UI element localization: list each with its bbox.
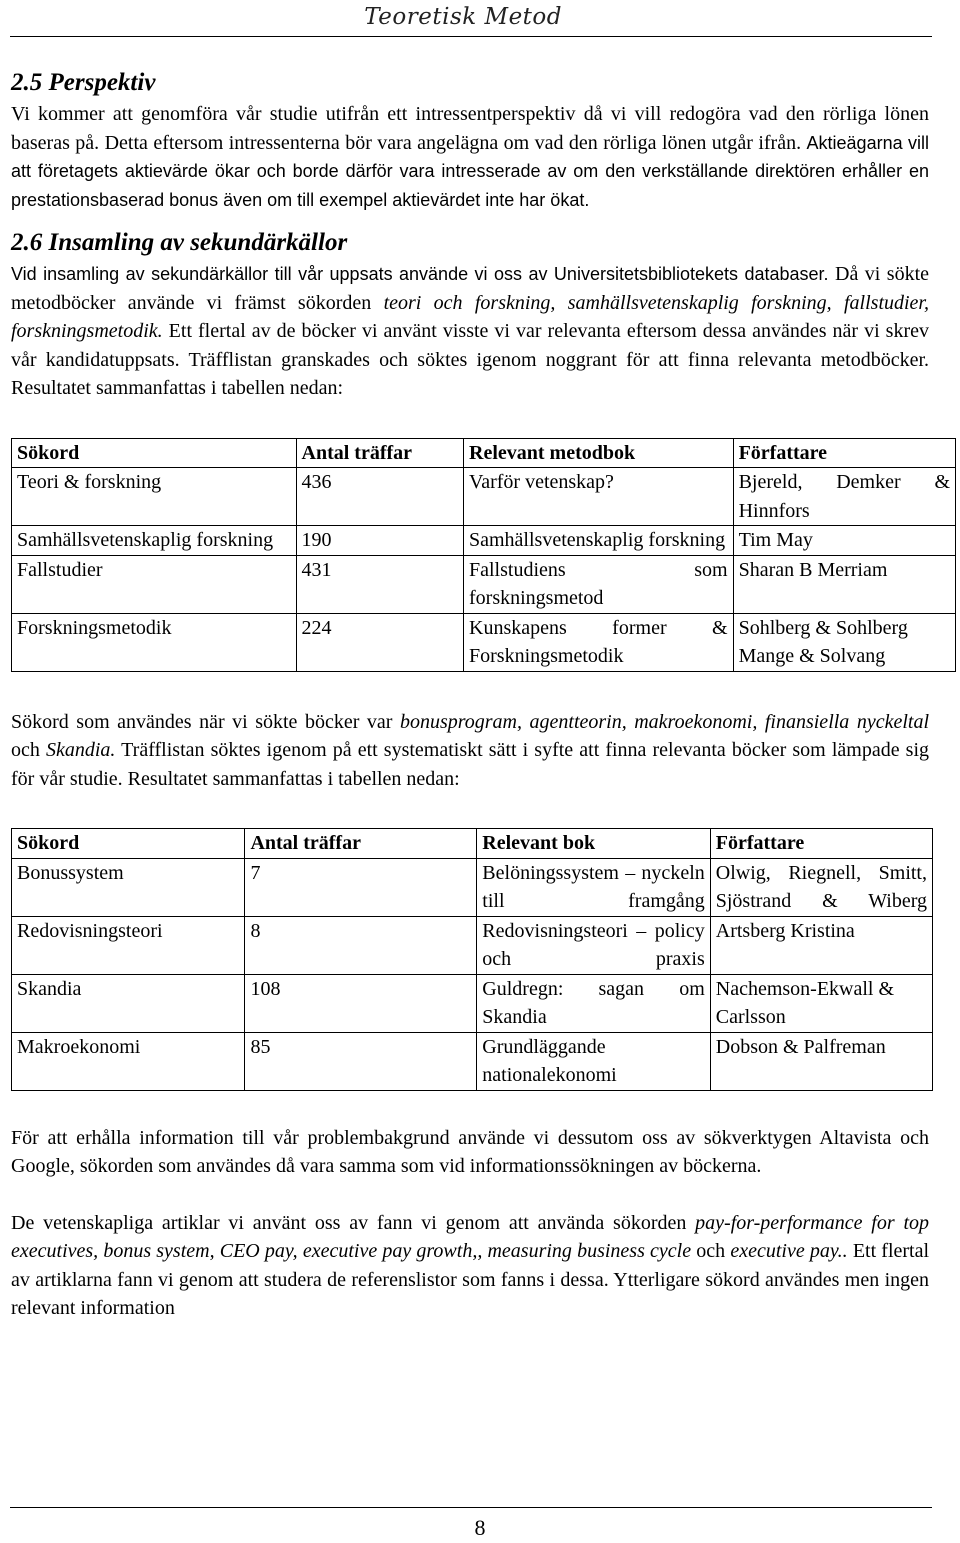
table-cell: Bjereld, Demker & Hinnfors — [733, 468, 955, 526]
articles-text-b: och — [696, 1240, 726, 1262]
insamling-text-sans: Vid insamling av sekundärkällor till vår uppsats använde vi oss av Universitetsbibliotekets databaser. — [11, 264, 829, 284]
header-rule — [10, 36, 932, 37]
table-cell: Varför vetenskap? — [464, 468, 734, 526]
table-header-row — [12, 438, 956, 468]
page-number: 8 — [474, 1515, 486, 1540]
insamling-paragraph — [11, 260, 929, 403]
running-header: Teoretisk Metod — [364, 4, 562, 30]
search-terms-italic-1: bonusprogram, agentteorin, makroekonomi, finansiella nyckeltal — [399, 710, 929, 733]
table-cell: 224 — [296, 613, 464, 671]
table-cell: Samhällsvetenskaplig forskning — [12, 526, 297, 556]
page-content — [11, 58, 950, 1323]
table-cell: 436 — [296, 468, 464, 526]
table-cell: Forskningsmetodik — [12, 613, 297, 671]
table-cell: Samhällsvetenskaplig forskning — [464, 526, 734, 556]
table-row — [12, 916, 933, 974]
table-header-cell: Författare — [710, 829, 932, 859]
footer-rule — [10, 1507, 932, 1508]
table-cell: Skandia — [12, 974, 245, 1032]
table-header-cell: Antal träffar — [296, 438, 464, 468]
table-cell: Nachemson-Ekwall & Carlsson — [710, 974, 932, 1032]
search-tools-paragraph: För att erhålla information till vår problembakgrund använde vi dessutom oss av sökverktygen Altavista och Google, sökorden som användes då vara samma som vid informationssökningen av böckerna. — [11, 1126, 929, 1177]
table-cell: Kunskapens former & Forskningsmetodik — [464, 613, 734, 671]
perspektiv-text: Vi kommer att genomföra vår studie utifrån ett intressentperspektiv då vi vill redogöra vad den rörliga lönen baseras på. Detta eftersom intressenterna bör vara angelägna om vad den rörliga lönen utgår ifrån. — [11, 103, 929, 154]
table-row — [12, 1032, 933, 1090]
table-cell: Fallstudiens som forskningsmetod — [464, 555, 734, 613]
perspektiv-text-sans: Aktieägarna vill att företagets aktievärde ökar och borde därför vara intresserade av om den verkställande direktören erhåller en prestationsbaserad bonus även om till exempel aktievärdet inte har ökat. — [11, 132, 930, 210]
table-cell: Redovisningsteori — [12, 916, 245, 974]
table-row — [12, 974, 933, 1032]
table-cell: Artsberg Kristina — [710, 916, 932, 974]
articles-paragraph — [11, 1209, 929, 1323]
table-cell: 85 — [245, 1032, 477, 1090]
table-header-cell: Antal träffar — [245, 829, 477, 859]
table-cell: Grundläggande nationalekonomi — [477, 1032, 710, 1090]
table-cell: Sohlberg & Sohlberg Mange & Solvang — [733, 613, 955, 671]
table-cell: Olwig, Riegnell, Smitt, Sjöstrand & Wiberg — [710, 858, 932, 916]
table-header-cell: Relevant bok — [477, 829, 710, 859]
table-row — [12, 613, 956, 671]
table-cell: 431 — [296, 555, 464, 613]
table-row — [12, 526, 956, 556]
table-cell: Fallstudier — [12, 555, 297, 613]
search-terms-paragraph — [11, 708, 929, 794]
section-heading-insamling: 2.6 Insamling av sekundärkällor — [11, 229, 348, 256]
table-header-row — [12, 829, 933, 859]
search-terms-italic-2: Skandia. — [45, 739, 116, 761]
table-cell: Makroekonomi — [12, 1032, 245, 1090]
books-table — [11, 828, 933, 1091]
insamling-text-a: Då vi sökte metodböcker använde vi främst sökorden — [11, 263, 930, 314]
table-cell: 8 — [245, 916, 477, 974]
articles-text-a: De vetenskapliga artiklar vi använt oss av fann vi genom att använda sökorden — [11, 1211, 687, 1234]
table-cell: Sharan B Merriam — [733, 555, 955, 613]
table-header-cell: Relevant metodbok — [464, 438, 734, 468]
table-row — [12, 468, 956, 526]
search-terms-text-c: Träfflistan söktes igenom på ett systematiskt sätt i syfte att finna relevanta böcker som lämpade sig för vår studie. Resultatet sammanfattas i tabellen nedan: — [11, 739, 930, 790]
section-heading-perspektiv: 2.5 Perspektiv — [11, 69, 156, 96]
table-cell: Teori & forskning — [12, 468, 297, 526]
table-cell: 7 — [245, 858, 477, 916]
articles-italic-2: executive pay.. — [730, 1240, 848, 1262]
table-cell: 108 — [245, 974, 477, 1032]
table-cell: Dobson & Palfreman — [710, 1032, 932, 1090]
table-header-cell: Författare — [733, 438, 955, 468]
table-cell: Guldregn: sagan om Skandia — [477, 974, 710, 1032]
method-books-table — [11, 438, 956, 672]
table-row — [12, 858, 933, 916]
table-row — [12, 555, 956, 613]
articles-text-c: Ett flertal av artiklarna fann vi genom att studera de referenslistor som fanns i dessa. Ytterligare sökord användes men ingen relevant information — [11, 1240, 930, 1319]
table-cell: Tim May — [733, 526, 955, 556]
table-cell: Redovisningsteori – policy och praxis — [477, 916, 710, 974]
articles-italic-1: pay-for-performance for top executives, bonus system, CEO pay, executive pay growth,, measuring business cycle — [11, 1211, 929, 1262]
search-terms-text-b: och — [11, 739, 40, 761]
insamling-search-terms: teori och forskning, samhällsvetenskaplig forskning, fallstudier, forskningsmetodik. — [11, 291, 929, 342]
search-terms-text-a: Sökord som användes när vi sökte böcker var — [11, 710, 393, 733]
insamling-text-b: Ett flertal av de böcker vi använt visste vi var relevanta eftersom dessa användes när vi skrev vår kandidatuppsats. Träfflistan granskades och söktes igenom noggrant för att finna relevanta metodböcker. Resultatet sammanfattas i tabellen nedan: — [11, 320, 929, 399]
table-cell: 190 — [296, 526, 464, 556]
table-cell: Belöningssystem – nyckeln till framgång — [477, 858, 710, 916]
table-cell: Bonussystem — [12, 858, 245, 916]
perspektiv-paragraph — [11, 100, 929, 214]
table-header-cell: Sökord — [12, 438, 297, 468]
table-header-cell: Sökord — [12, 829, 245, 859]
